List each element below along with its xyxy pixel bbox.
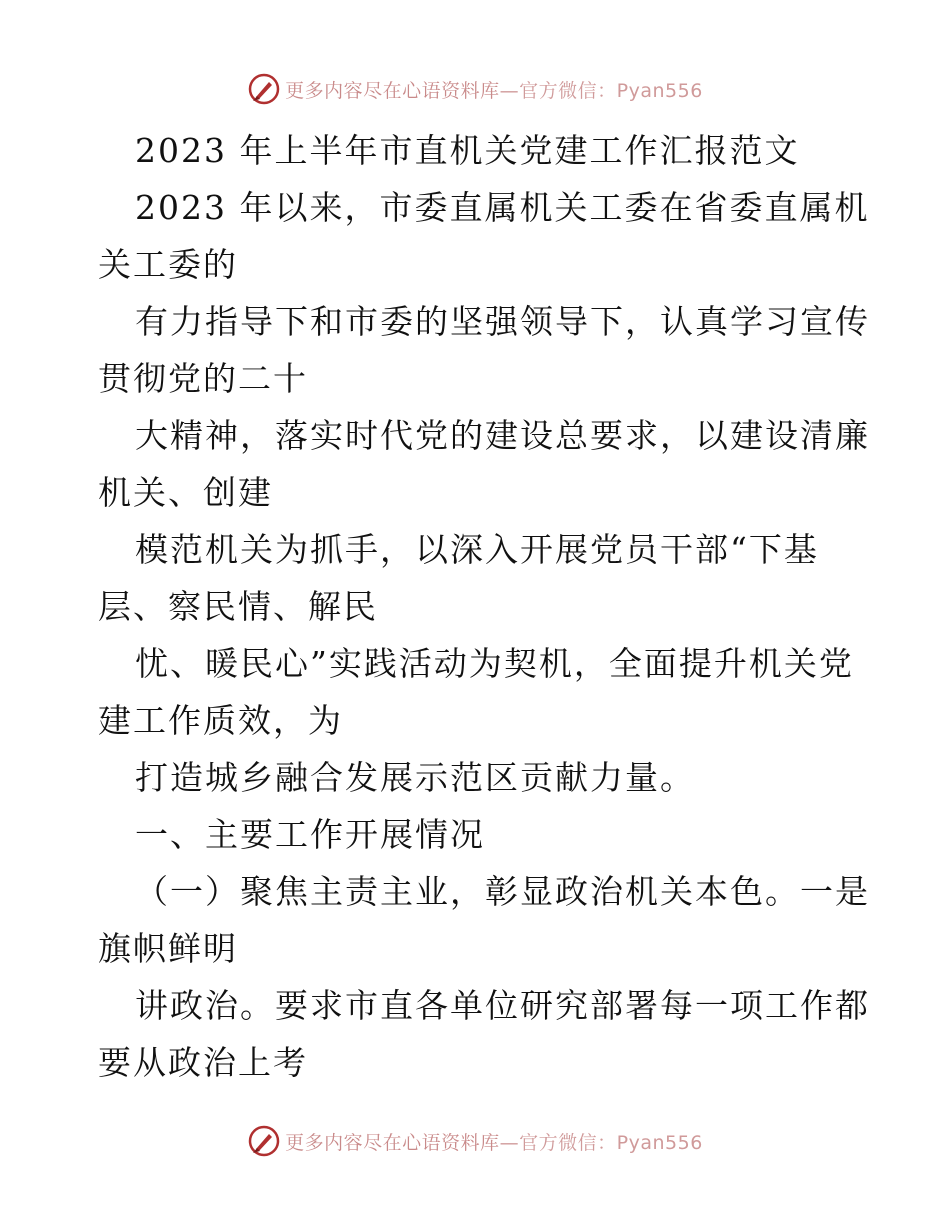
- text-line: 忧、暖民心”实践活动为契机，全面提升机关党: [135, 644, 854, 683]
- text-line: 建工作质效，为: [98, 701, 343, 740]
- header-watermark: [0, 72, 950, 106]
- text-line: 2023 年上半年市直机关党建工作汇报范文: [135, 131, 800, 170]
- footer-watermark: [0, 1124, 950, 1158]
- text-line: 讲政治。要求市直各单位研究部署每一项工作都: [135, 986, 870, 1025]
- text-line: 机关、创建: [98, 473, 273, 512]
- watermark-text: 更多内容尽在心语资料库: [285, 79, 500, 102]
- text-line: 打造城乡融合发展示范区贡献力量。: [135, 758, 695, 797]
- text-line: （一）聚焦主责主业，彰显政治机关本色。一是: [135, 872, 870, 911]
- text-line: 2023 年以来，市委直属机关工委在省委直属机: [135, 188, 870, 227]
- text-line: 关工委的: [98, 245, 238, 284]
- text-line: 贯彻党的二十: [98, 359, 308, 398]
- text-line: 要从政治上考: [98, 1043, 308, 1082]
- watermark-contact: —官方微信：Pyan556: [499, 1131, 703, 1154]
- text-line: 层、察民情、解民: [98, 587, 378, 626]
- pen-logo-icon: [247, 72, 281, 106]
- text-line: 大精神，落实时代党的建设总要求，以建设清廉: [135, 416, 870, 455]
- pen-logo-icon: [247, 1124, 281, 1158]
- document-body: [98, 122, 870, 1091]
- text-line: 旗帜鲜明: [98, 929, 238, 968]
- text-line: 有力指导下和市委的坚强领导下，认真学习宣传: [135, 302, 870, 341]
- watermark-text: 更多内容尽在心语资料库: [285, 1131, 500, 1154]
- text-line: 模范机关为抓手，以深入开展党员干部“下基: [135, 530, 819, 569]
- text-line: 一、主要工作开展情况: [135, 815, 485, 854]
- watermark-contact: —官方微信：Pyan556: [499, 79, 703, 102]
